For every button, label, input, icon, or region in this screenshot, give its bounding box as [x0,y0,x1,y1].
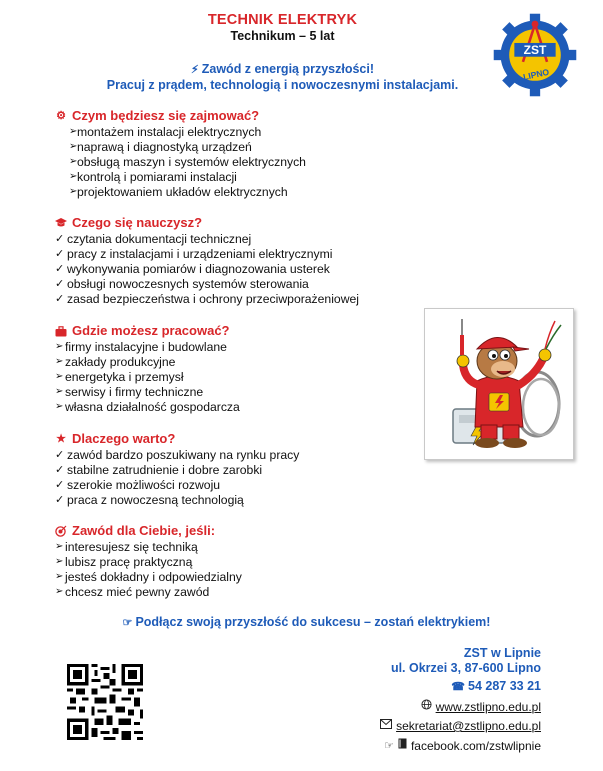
section-title [55,431,299,447]
section-title-text: Czego się nauczysz? [72,215,203,230]
call-to-action-text: Podłącz swoją przyszłość do sukcesu – zostań elektrykiem! [135,615,491,629]
section-title-text: Gdzie możesz pracować? [72,323,230,338]
header [0,12,565,43]
facebook-row [380,738,541,754]
qr-code[interactable] [67,664,143,740]
list-item: ✓ zasad bezpieczeństwa i ochrony przeciwporażeniowej [55,291,359,306]
bolt-icon: ⚡︎ [190,64,202,76]
email-row [380,719,541,734]
list-item: ✓ wykonywania pomiarów i diagnozowania usterek [55,261,330,276]
check-icon: ✓ [55,247,65,260]
phone-icon: ☎ [451,681,468,693]
arrow-bullet-icon: ➢ [69,170,78,182]
list-item: ➢ energetyka i przemysł [55,369,184,384]
briefcase-icon [55,325,67,337]
check-icon: ✓ [55,233,65,245]
list-item: ➢ zakłady produkcyjne [55,354,176,369]
list-item: ➢ chcesz mieć pewny zawód [55,584,210,599]
list-item: ➢ naprawą i diagnostyką urządzeń [55,140,306,155]
section-why-worth [55,431,299,508]
list-item: ✓ zawód bardzo poszukiwany na rynku pracy [55,448,300,462]
star-icon: ★ [56,433,66,445]
arrow-bullet-icon: ➢ [69,126,78,137]
arrow-bullet-icon: ➢ [55,585,64,597]
website-link[interactable]: www.zstlipno.edu.pl [435,699,541,714]
list-item: ➢ serwisy i firmy techniczne [55,384,204,399]
section-title-text: Dlaczego warto? [72,431,176,446]
list-item: ✓ stabilne zatrudnienie i dobre zarobki [55,462,263,477]
facebook-link[interactable]: facebook.com/zstwlipnie [410,738,541,753]
section-title [55,215,359,231]
electrician-illustration [424,308,574,460]
graduation-cap-icon [55,217,67,229]
envelope-icon [380,719,392,734]
list-item: ➢ projektowaniem układów elektrycznych [55,185,306,200]
arrow-bullet-icon: ➢ [55,370,64,382]
intro [0,62,565,93]
book-icon [398,738,407,754]
globe-icon [421,699,432,715]
arrow-bullet-icon: ➢ [69,185,78,197]
intro-line-2: Pracuj z prądem, technologią i nowoczesnymi instalacjami. [106,78,459,92]
logo-ring-text: LIPNO [522,66,550,83]
list-item: ➢ obsługą maszyn i systemów elektrycznych [55,155,306,170]
list-item: ➢ interesujesz się techniką [55,540,198,554]
check-icon: ✓ [55,292,65,305]
list-item: ➢ lubisz pracę praktyczną [55,554,193,569]
arrow-bullet-icon: ➢ [55,570,64,582]
arrow-bullet-icon: ➢ [55,400,64,412]
list-item: ✓ obsługi nowoczesnych systemów sterowania [55,276,309,291]
list-item: ➢ kontrolą i pomiarami instalacji [55,170,306,185]
school-name: ZST w Lipnie [463,646,541,660]
intro-line-1-text: Zawód z energią przyszłości! [201,62,375,76]
phone-row [380,679,541,695]
check-icon: ✓ [55,463,65,476]
arrow-bullet-icon: ➢ [55,555,64,567]
check-icon: ✓ [55,262,65,275]
list-item: ➢ jesteś dokładny i odpowiedzialny [55,569,242,584]
check-icon: ✓ [55,493,65,506]
page-title: TECHNIK ELEKTRYK [207,12,358,28]
list-item: ➢ montażem instalacji elektrycznych [55,125,306,140]
arrow-bullet-icon: ➢ [55,385,64,397]
check-icon: ✓ [55,478,65,491]
section-title-text: Czym będziesz się zajmować? [72,108,260,123]
school-address: ul. Okrzei 3, 87-600 Lipno [390,661,541,675]
section-duties [55,108,306,200]
list-item: ➢ firmy instalacyjne i budowlane [55,340,227,354]
phone-number: 54 287 33 21 [468,679,541,693]
list-item: ✓ czytania dokumentacji technicznej [55,232,252,246]
section-title [55,108,306,124]
section-learning [55,215,359,307]
gear-icon: ⚙ [56,110,66,122]
section-title [55,323,240,339]
electrician-mascot-icon [425,309,573,459]
list-item: ✓ praca z nowoczesną technologią [55,492,244,507]
website-row [380,699,541,715]
intro-line-1 [0,62,565,78]
check-icon: ✓ [55,277,65,290]
target-icon [55,525,67,537]
pointing-hand-icon: ☞ [384,739,394,752]
list-item: ➢ własna działalność gospodarcza [55,399,240,414]
page-subtitle: Technikum – 5 lat [230,29,335,43]
section-title-text: Zawód dla Ciebie, jeśli: [72,523,216,538]
section-title [55,523,242,539]
call-to-action [0,615,603,629]
arrow-bullet-icon: ➢ [69,155,78,167]
pointing-hand-icon: ☞ [122,617,136,629]
email-link[interactable]: sekretariat@zstlipno.edu.pl [396,719,541,733]
list-item: ✓ szerokie możliwości rozwoju [55,477,221,492]
arrow-bullet-icon: ➢ [69,140,78,152]
contact-block [380,646,541,754]
arrow-bullet-icon: ➢ [55,355,64,367]
arrow-bullet-icon: ➢ [55,341,64,352]
logo-text: ZST [523,43,547,58]
arrow-bullet-icon: ➢ [55,541,64,552]
check-icon: ✓ [55,449,65,461]
section-workplaces [55,323,240,415]
list-item: ✓ pracy z instalacjami i urządzeniami elektrycznymi [55,246,333,261]
section-for-you [55,523,242,600]
